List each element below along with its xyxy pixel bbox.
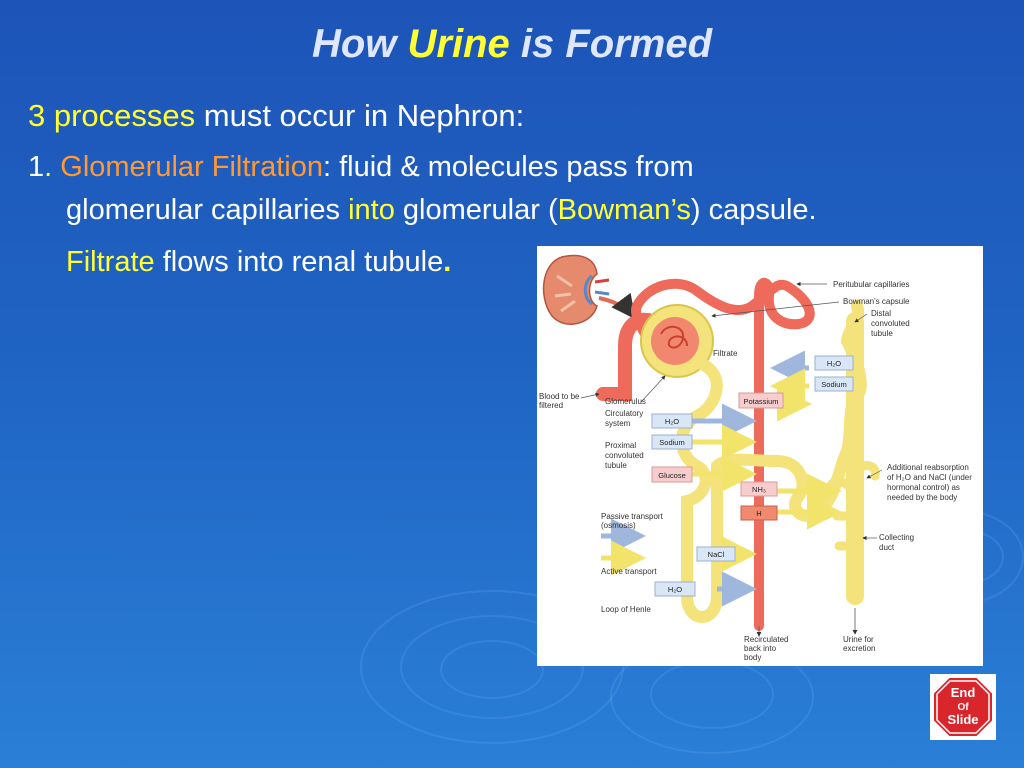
title-pre: How (311, 22, 408, 66)
nephron-diagram (537, 246, 983, 666)
label-proximal-2: convoluted (605, 451, 644, 460)
filtrate-dot: . (443, 246, 452, 278)
process-number-dot: . (44, 151, 53, 183)
label-passive-2: (osmosis) (601, 521, 636, 530)
label-collecting-2: duct (879, 543, 895, 552)
box-h2o-loop: H₂O (667, 585, 683, 594)
label-circulatory-2: system (605, 419, 631, 428)
continuation-post: ) capsule. (690, 194, 817, 226)
box-h2o-prox: H₂O (664, 417, 680, 426)
label-recirculated-1: Recirculated (744, 635, 789, 644)
end-label-2: Of (957, 702, 969, 713)
bowman-highlight: Bowman’s (557, 194, 691, 226)
processes-line (28, 98, 524, 134)
background-ripple (440, 640, 544, 699)
label-bowmans-capsule: Bowman's capsule (843, 297, 910, 306)
label-additional-4: needed by the body (887, 493, 958, 502)
background-ripple (650, 660, 774, 729)
into-highlight: into (348, 194, 395, 226)
box-sodium-top: Sodium (821, 380, 847, 389)
label-recirculated-2: back into (744, 644, 777, 653)
slide-title (0, 22, 1024, 67)
processes-highlight: 3 processes (28, 98, 196, 133)
box-nacl: NaCl (707, 550, 725, 559)
label-proximal-3: tubule (605, 461, 627, 470)
label-glomerulus: Glomerulus (605, 397, 646, 406)
stop-sign-icon (930, 674, 996, 740)
label-peritubular: Peritubular capillaries (833, 280, 910, 289)
box-nh3: NH₃ (752, 485, 766, 494)
filtrate-rest: flows into renal tubule (154, 246, 444, 278)
label-distal-1: Distal (871, 309, 892, 318)
continuation-mid: glomerular ( (394, 194, 558, 226)
label-urine-2: excretion (843, 644, 876, 653)
label-proximal-1: Proximal (605, 441, 637, 450)
label-recirculated-3: body (744, 653, 762, 662)
box-sodium-prox: Sodium (659, 438, 685, 447)
box-h2o-top: H₂O (826, 359, 842, 368)
continuation-pre: glomerular capillaries (66, 194, 349, 226)
label-loop: Loop of Henle (601, 605, 651, 614)
end-of-slide-button[interactable] (930, 674, 996, 740)
title-post: is Formed (509, 22, 713, 66)
process-1-line (28, 151, 694, 184)
label-blood-1: Blood to be (539, 392, 580, 401)
end-label-1: End (950, 685, 976, 700)
process-description: : fluid & molecules pass from (322, 151, 694, 183)
process-term: Glomerular Filtration (60, 151, 323, 183)
filtrate-highlight: Filtrate (66, 246, 155, 278)
label-passive-1: Passive transport (601, 512, 663, 521)
label-additional-2: of H₂O and NaCl (under (887, 473, 972, 482)
box-h: H (756, 509, 762, 518)
label-additional-3: hormonal control) as (887, 483, 960, 492)
processes-rest: must occur in Nephron: (195, 98, 525, 133)
label-circulatory-1: Circulatory (605, 409, 644, 418)
title-highlight: Urine (407, 22, 510, 66)
process-number: 1 (28, 151, 45, 183)
label-active: Active transport (601, 567, 657, 576)
end-label-3: Slide (947, 712, 979, 727)
process-1-continuation (66, 194, 817, 227)
label-additional-1: Additional reabsorption (887, 463, 969, 472)
kidney-icon (544, 256, 633, 325)
label-collecting-1: Collecting (879, 533, 915, 542)
box-potassium: Potassium (743, 397, 779, 406)
label-distal-2: convoluted (871, 319, 910, 328)
label-blood-2: filtered (539, 401, 564, 410)
filtrate-line (66, 246, 451, 279)
label-distal-3: tubule (871, 329, 893, 338)
label-filtrate: Filtrate (713, 349, 738, 358)
label-urine-1: Urine for (843, 635, 874, 644)
box-glucose: Glucose (658, 471, 686, 480)
